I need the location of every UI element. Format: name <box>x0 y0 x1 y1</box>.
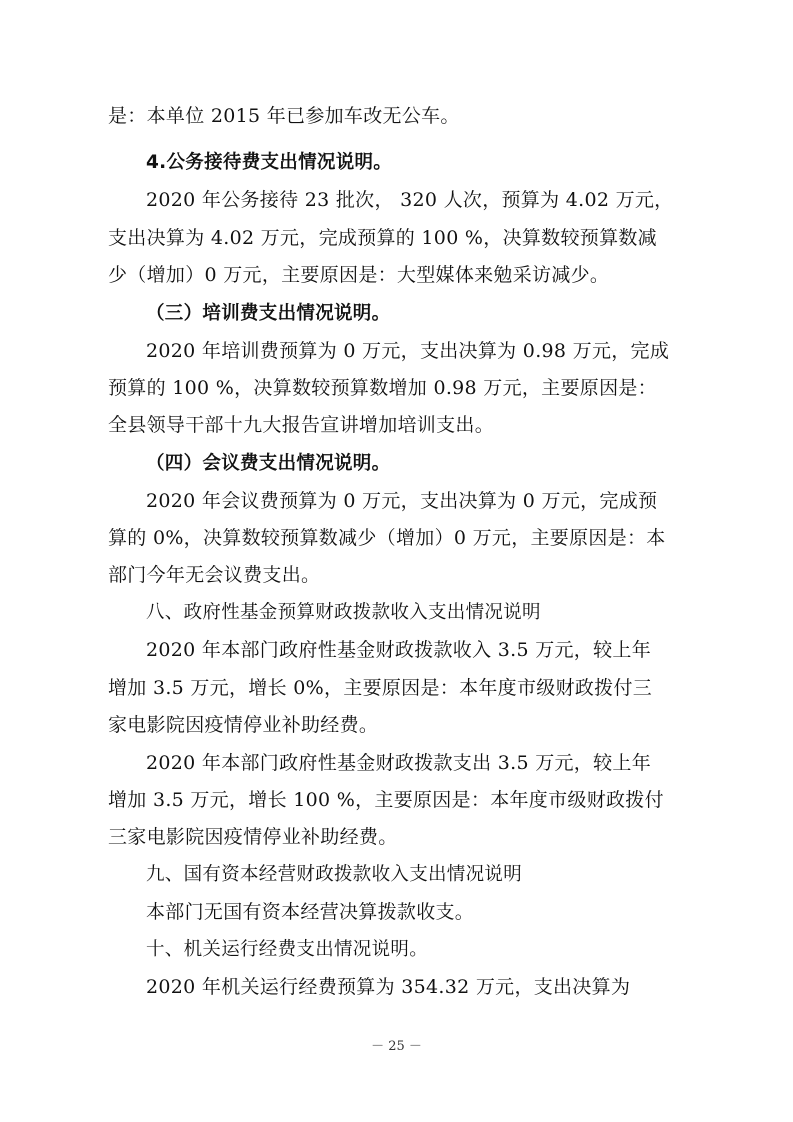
page-number: － 25 － <box>371 1039 422 1054</box>
text-line: 家电影院因疫情停业补助经费。 <box>108 714 379 736</box>
section-heading: 八、政府性基金预算财政拨款收入支出情况说明 <box>146 602 541 623</box>
text-line: 全县领导干部十九大报告宣讲增加培训支出。 <box>108 414 495 436</box>
text-line: 2020 年会议费预算为 0 万元，支出决算为 0 万元，完成预 <box>146 490 658 512</box>
section-heading: 4.公务接待费支出情况说明。 <box>146 152 393 173</box>
text-line: 部门今年无会议费支出。 <box>108 564 321 586</box>
section-heading: （三）培训费支出情况说明。 <box>146 303 391 324</box>
text-line: 2020 年机关运行经费预算为 354.32 万元，支出决算为 <box>146 976 631 998</box>
text-line: 预算的 100 %，决算数较预算数增加 0.98 万元，主要原因是： <box>108 377 657 399</box>
text-line: 2020 年公务接待 23 批次， 320 人次，预算为 4.02 万元， <box>146 189 674 211</box>
text-line: 少（增加）0 万元，主要原因是：大型媒体来勉采访减少。 <box>108 264 610 286</box>
text-line: 算的 0%，决算数较预算数减少（增加）0 万元，主要原因是：本 <box>108 527 666 549</box>
text-line: 支出决算为 4.02 万元，完成预算的 100 %，决算数较预算数减 <box>108 227 657 249</box>
text-line: 2020 年本部门政府性基金财政拨款收入 3.5 万元，较上年 <box>146 639 651 661</box>
text-line: 三家电影院因疫情停业补助经费。 <box>108 826 398 848</box>
text-line: 增加 3.5 万元，增长 0%，主要原因是：本年度市级财政拨付三 <box>108 677 653 699</box>
text-line: 2020 年培训费预算为 0 万元，支出决算为 0.98 万元，完成 <box>146 340 670 362</box>
section-heading: 十、机关运行经费支出情况说明。 <box>146 939 429 960</box>
text-line: 2020 年本部门政府性基金财政拨款支出 3.5 万元，较上年 <box>146 752 651 774</box>
section-heading: （四）会议费支出情况说明。 <box>146 453 391 474</box>
text-line: 本部门无国有资本经营决算拨款收支。 <box>146 901 475 923</box>
section-heading: 九、国有资本经营财政拨款收入支出情况说明 <box>146 864 523 885</box>
text-line: 增加 3.5 万元，增长 100 %，主要原因是：本年度市级财政拨付 <box>108 789 664 811</box>
text-line: 是：本单位 2015 年已参加车改无公车。 <box>108 105 460 127</box>
